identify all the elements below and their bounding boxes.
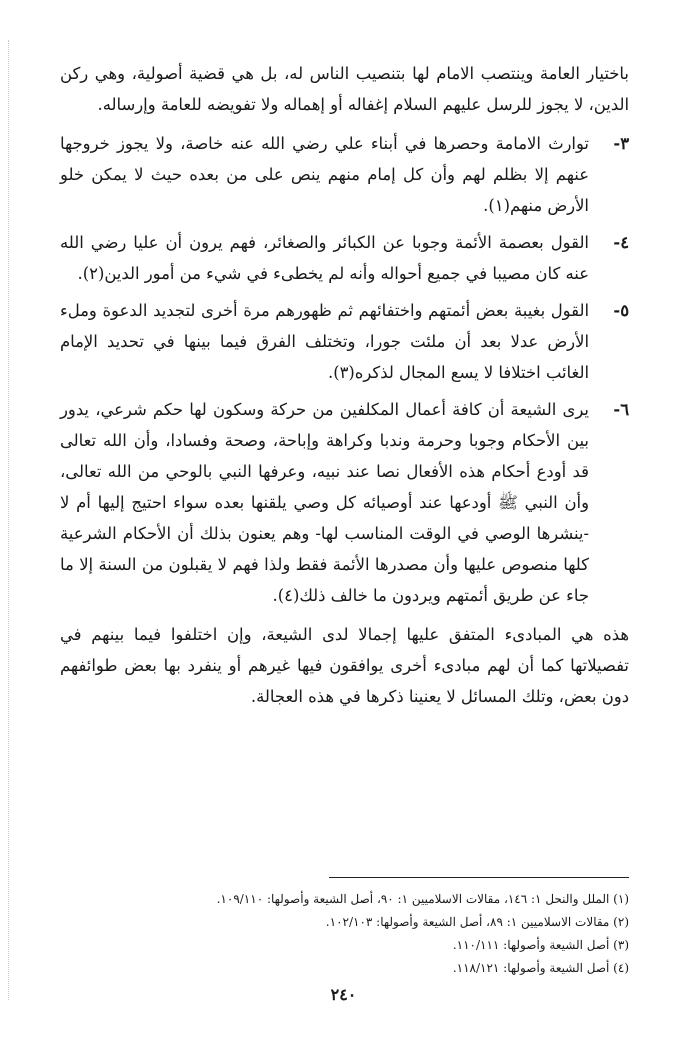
- list-number: ٦-: [613, 400, 629, 419]
- footnote-separator: [329, 877, 629, 878]
- list-number: ٤-: [613, 233, 629, 252]
- footnote-3: (٣) أصل الشيعة وأصولها: ١١٠/١١١.: [452, 938, 629, 952]
- list-item-text: القول بغيبة بعض أئمتهم واختفائهم ثم ظهورهم مرة أخرى لتجديد الدعوة وملء الأرض عدلا بعد أن ملئت جورا، وتختلف الفرق فيما بينها في تحديد الإمام الغائب اختلافا لا يسع المجال لذكره(٣).: [60, 301, 589, 382]
- list-item-text: القول بعصمة الأئمة وجوبا عن الكبائر والصغائر، فهم يرون أن عليا رضي الله عنه كان مصيبا في جميع أحواله وأنه لم يخطىء في شيء من أمور الدين(٢).: [60, 233, 589, 283]
- scan-margin-line: [8, 40, 9, 1000]
- footnote-4: (٤) أصل الشيعة وأصولها: ١١٨/١٢١.: [452, 961, 629, 975]
- list-number: ٣-: [613, 134, 629, 153]
- intro-paragraph: باختيار العامة وينتصب الامام لها بتنصيب الناس له، بل هي قضية أصولية، وهي ركن الدين، لا يجوز للرسل عليهم السلام إغفاله أو إهماله ولا تفويضه للعامة وإرساله.: [60, 64, 629, 114]
- list-item-5: [60, 295, 629, 388]
- list-item-text: توارث الامامة وحصرها في أبناء علي رضي الله عنه خاصة، ولا يجوز خروجها عنهم إلا بظلم لهم وأن كل إمام منهم ينص على من بعده حيث لا يمكن خلو الأرض منهم(١).: [60, 134, 589, 215]
- list-number: ٥-: [613, 301, 629, 320]
- list-item-6: [60, 394, 629, 611]
- footnotes: [60, 888, 629, 980]
- page-body: [60, 58, 629, 712]
- list-item-4: [60, 227, 629, 289]
- list-item-3: [60, 128, 629, 221]
- footnote-1: (١) الملل والنحل ١: ١٤٦، مقالات الاسلاميين ١: ٩٠، أصل الشيعة وأصولها: ١٠٩/١١٠.: [216, 892, 629, 906]
- footnote-2: (٢) مقالات الاسلاميين ١: ٨٩، أصل الشيعة وأصولها: ١٠٢/١٠٣.: [325, 915, 629, 929]
- page-number: ٢٤٠: [330, 985, 357, 1004]
- closing-paragraph: هذه هي المبادىء المتفق عليها إجمالا لدى الشيعة، وإن اختلفوا فيما بينهم في تفصيلاتها كما أن لهم مبادىء أخرى يوافقون فيها غيرهم أو ينفرد بها بعض طوائفهم دون بعض، وتلك المسائل لا يعنينا ذكرها في هذه العجالة.: [60, 625, 629, 706]
- list-item-text: يرى الشيعة أن كافة أعمال المكلفين من حركة وسكون لها حكم شرعي، يدور بين الأحكام وجوبا وحرمة وندبا وكراهة وإباحة، وصحة وفسادا، وأن الله تعالى قد أودع أحكام هذه الأفعال نصا عند نبيه، وعرفها النبي بالوحي من الله تعالى، وأن النبي ﷺ أودعها عند أوصيائه كل وصي يلقنها بعده سواء احتيج إليها أم لا -ينشرها الوصي في الوقت المناسب لها- وهم يعنون بذلك أن الأحكام الشرعية كلها منصوص عليها وأن مصدرها الأئمة فقط ولذا فهم لا يقبلون من السنة إلا ما جاء عن طريق أئمتهم ويردون ما خالف ذلك(٤).: [60, 400, 589, 605]
